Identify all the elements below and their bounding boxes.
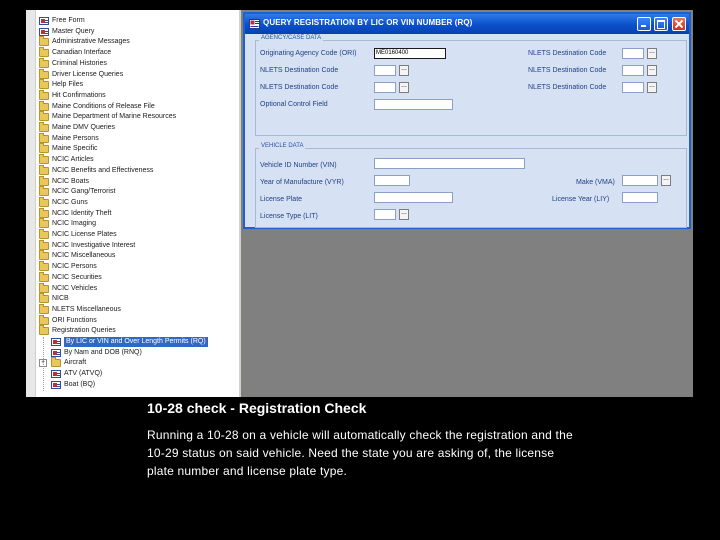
tree-item-label: Maine Conditions of Release File (52, 102, 155, 110)
folder-icon (39, 306, 49, 314)
tree-item-label: NCIC Benefits and Effectiveness (52, 166, 154, 174)
originating-agency-label: Originating Agency Code (ORI) (260, 50, 357, 57)
form-icon (51, 381, 61, 389)
folder-icon (39, 81, 49, 89)
form-icon (51, 370, 61, 378)
license-type-label: License Type (LIT) (260, 213, 318, 220)
folder-icon (39, 210, 49, 218)
tree-item[interactable] (39, 80, 83, 90)
window-titlebar[interactable] (245, 14, 689, 34)
tree-item[interactable] (39, 37, 130, 47)
maximize-button[interactable] (654, 17, 668, 31)
make-label: Make (VMA) (576, 179, 615, 186)
caption-body: Running a 10-28 on a vehicle will automatically check the registration and the 10-29 status on said vehicle. Need the state you are asking of, the license plate number and license plate type. (147, 428, 573, 478)
tree-item[interactable] (39, 316, 97, 326)
tree-item-label: Administrative Messages (52, 38, 130, 46)
folder-icon (39, 317, 49, 325)
folder-icon (39, 145, 49, 153)
license-year-label: License Year (LIY) (552, 196, 610, 203)
agency-group-title: AGENCY/CASE DATA (261, 35, 322, 41)
tree-item[interactable] (39, 262, 97, 272)
tree-item-label: Maine Persons (52, 134, 99, 142)
tree-item-label: Criminal Histories (52, 59, 107, 67)
folder-icon (39, 167, 49, 175)
folder-icon (39, 242, 49, 250)
tree-item-label: NCIC Boats (52, 177, 89, 185)
tree-item[interactable] (51, 348, 142, 358)
tree-item[interactable] (39, 166, 153, 176)
tree-item[interactable] (39, 241, 135, 251)
tree-item-label: Master Query (52, 27, 95, 35)
tree-item-label: Hit Confirmations (52, 91, 106, 99)
tree-item-label: NCIC Imaging (52, 220, 96, 228)
vehicle-group-title: VEHICLE DATA (261, 143, 304, 149)
nlets-lookup-button-1[interactable]: ... (399, 65, 409, 76)
make-lookup-button[interactable]: ... (661, 175, 671, 186)
nlets-destination-input-1[interactable] (374, 65, 396, 76)
query-tree-panel (26, 10, 238, 397)
close-button[interactable] (672, 17, 686, 31)
tree-item[interactable] (39, 251, 115, 261)
year-input[interactable] (374, 175, 410, 186)
form-client-area (245, 34, 689, 227)
folder-icon (39, 231, 49, 239)
tree-item[interactable] (39, 70, 123, 80)
tree-item[interactable] (39, 284, 97, 294)
tree-item-label: NCIC Gang/Terrorist (52, 188, 116, 196)
tree-item[interactable] (39, 326, 116, 336)
tree-item[interactable] (39, 198, 88, 208)
tree-item[interactable] (51, 337, 208, 347)
folder-icon (39, 295, 49, 303)
tree-item-label: Free Form (52, 17, 85, 24)
tree-item[interactable] (39, 230, 117, 240)
screenshot-area (26, 10, 693, 397)
nlets-destination-label-5: NLETS Destination Code (528, 84, 607, 91)
tree-item-label: NCIC License Plates (52, 231, 117, 238)
folder-icon (39, 285, 49, 293)
tree-item-label: Help Files (52, 81, 84, 89)
tree-item-label: Aircraft (64, 359, 87, 367)
make-input[interactable] (622, 175, 658, 186)
tree-scrollbar[interactable] (26, 10, 36, 397)
license-type-lookup-button[interactable]: ... (399, 209, 409, 220)
tree-item[interactable] (39, 16, 85, 26)
folder-icon (51, 359, 61, 367)
tree-item[interactable] (39, 123, 115, 133)
tree-item[interactable] (39, 219, 96, 229)
nlets-destination-input-4[interactable] (622, 65, 644, 76)
nlets-lookup-button-3[interactable]: ... (647, 48, 657, 59)
folder-icon (39, 60, 49, 68)
minimize-button[interactable] (637, 17, 651, 31)
folder-icon (39, 71, 49, 79)
tree-item-label: NLETS Miscellaneous (52, 305, 121, 313)
license-plate-input[interactable] (374, 192, 453, 203)
tree-item[interactable] (39, 155, 94, 165)
nlets-destination-label-3: NLETS Destination Code (528, 50, 607, 57)
nlets-destination-label-1: NLETS Destination Code (260, 67, 339, 74)
panel-splitter[interactable] (238, 10, 242, 397)
nlets-destination-input-3[interactable] (622, 48, 644, 59)
tree-item-label: Canadian Interface (52, 49, 112, 57)
tree-item[interactable] (39, 187, 115, 197)
folder-icon (39, 178, 49, 186)
tree-item-label: Driver License Queries (52, 70, 124, 78)
tree-item[interactable] (39, 294, 69, 304)
tree-item[interactable] (39, 59, 107, 69)
tree-item-label: NCIC Investigative Interest (52, 241, 136, 249)
folder-icon (39, 156, 49, 164)
tree-item[interactable] (39, 209, 111, 219)
folder-icon (39, 92, 49, 100)
vin-label: Vehicle ID Number (VIN) (260, 162, 337, 169)
year-label: Year of Manufacture (VYR) (260, 179, 344, 186)
form-icon (39, 28, 49, 36)
tree-item-label: By Nam and DOB (RNQ) (64, 348, 142, 356)
tree-item[interactable] (39, 102, 155, 112)
optional-control-input[interactable] (374, 99, 453, 110)
form-icon (249, 19, 260, 29)
caption-title: 10-28 check - Registration Check (147, 400, 367, 416)
nlets-destination-input-5[interactable] (622, 82, 644, 93)
folder-icon (39, 252, 49, 260)
originating-agency-input[interactable]: ME0160400 (374, 48, 446, 59)
tree-item[interactable] (39, 273, 102, 283)
nlets-destination-label-4: NLETS Destination Code (528, 67, 607, 74)
tree-item-label: NCIC Articles (52, 156, 94, 164)
tree-item[interactable] (39, 177, 89, 187)
tree-item[interactable] (51, 380, 95, 390)
folder-icon (39, 263, 49, 271)
form-icon (39, 17, 49, 25)
nlets-destination-label-2: NLETS Destination Code (260, 84, 339, 91)
form-icon (51, 338, 61, 346)
tree-item-label: Maine Department of Marine Resources (52, 113, 177, 121)
license-plate-label: License Plate (260, 196, 303, 203)
tree-item-label: ORI Functions (52, 316, 97, 324)
tree-item[interactable] (39, 112, 176, 122)
tree-item[interactable] (39, 134, 99, 144)
nlets-lookup-button-2[interactable]: ... (399, 82, 409, 93)
folder-icon (39, 103, 49, 111)
window-title: QUERY REGISTRATION BY LIC OR VIN NUMBER (RQ) (263, 18, 473, 27)
tree-item[interactable] (39, 27, 94, 37)
tree-item-label: NCIC Vehicles (52, 284, 98, 292)
folder-icon (39, 113, 49, 121)
tree-item-label: Registration Queries (52, 327, 116, 335)
folder-icon (39, 38, 49, 46)
folder-icon (39, 135, 49, 143)
tree-expander[interactable]: + (39, 359, 47, 367)
folder-icon (39, 199, 49, 207)
folder-icon (39, 188, 49, 196)
tree-guide-line (43, 337, 44, 391)
optional-control-label: Optional Control Field (260, 101, 328, 108)
license-type-input[interactable] (374, 209, 396, 220)
tree-item-label: NICB (52, 295, 69, 303)
tree-item[interactable] (51, 358, 86, 368)
tree-item-label: NCIC Guns (52, 198, 88, 206)
tree-item-label: By LIC or VIN and Over Length Permits (RQ) (66, 338, 206, 345)
nlets-lookup-button-5[interactable]: ... (647, 82, 657, 93)
folder-icon (39, 124, 49, 132)
folder-icon (39, 220, 49, 228)
tree-item[interactable] (39, 144, 98, 154)
tree-item-label: Maine DMV Queries (52, 124, 116, 131)
tree-item[interactable] (39, 91, 106, 101)
nlets-destination-input-2[interactable] (374, 82, 396, 93)
tree-item[interactable] (39, 305, 121, 315)
nlets-lookup-button-4[interactable]: ... (647, 65, 657, 76)
form-icon (51, 349, 61, 357)
folder-icon (39, 327, 49, 335)
license-year-input[interactable] (622, 192, 658, 203)
tree-item-label: Maine Specific (52, 145, 98, 153)
tree-item-label: ATV (ATVQ) (64, 370, 103, 378)
tree-item-label: NCIC Identity Theft (52, 209, 112, 217)
tree-item-label: NCIC Miscellaneous (52, 252, 116, 260)
tree-item[interactable] (39, 48, 111, 58)
folder-icon (39, 274, 49, 282)
folder-icon (39, 49, 49, 57)
query-form-window (243, 12, 691, 229)
tree-item-label: NCIC Securities (52, 273, 102, 281)
tree-item-label: Boat (BQ) (64, 380, 96, 388)
tree-item-label: NCIC Persons (52, 263, 97, 271)
tree-item[interactable] (51, 369, 102, 379)
vin-input[interactable] (374, 158, 525, 169)
